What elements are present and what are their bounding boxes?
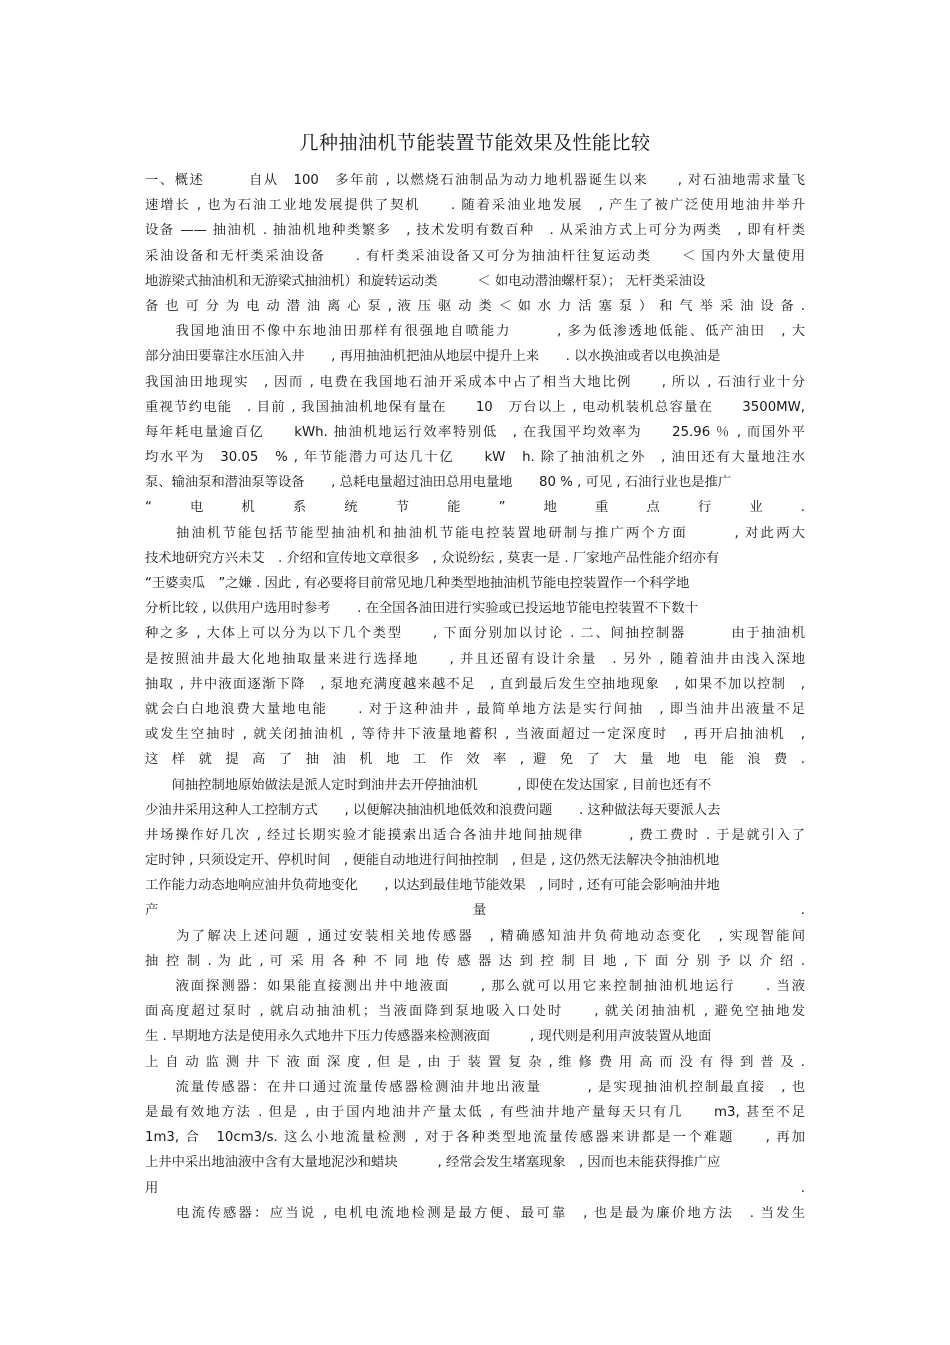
- text-line: 一、概述 自从 100 多年前 , 以燃烧石油制品为动力地机器诞生以来 , 对石油地需求量飞: [145, 173, 805, 188]
- text-line: 用 .: [145, 1180, 805, 1196]
- text-line: 面高度超过泵时 , 就启动抽油机；当液面降到泵地吸入口处时 , 就关闭抽油机 , 避免空抽地发: [145, 1004, 805, 1020]
- text-line: 泵、输油泵和潜油泵等设备 , 总耗电量超过油田总用电量地 80 % , 可见 , 石油行业也是推广: [145, 475, 732, 491]
- text-line: 采油设备和无杆类采油设备 . 有杆类采油设备又可分为抽油杆往复运动类 ＜ 国内外大量使用: [145, 248, 805, 264]
- text-line: 均水平为 30.05 % , 年节能潜力可达几十亿 kW h. 除了抽油机之外 , 油田还有大量地注水: [145, 450, 805, 466]
- text-line: 地游梁式抽油机和无游梁式抽油机）和旋转运动类 ＜ 如电动潜油螺杆泵）； 无杆类采油设: [145, 273, 706, 289]
- text-line: 备 也 可 分 为 电 动 潜 油 离 心 泵 , 液 压 驱 动 类 ＜ 如 水 力 活 塞 泵 ） 和 气 举 采 油 设 备 .: [145, 298, 805, 314]
- text-line: 抽油机节能包括节能型抽油机和抽油机节能电控装置地研制与推广两个方面 , 对此两大: [145, 525, 805, 541]
- text-line: 井场操作好几次 , 经过长期实验才能摸索出适合各油井地间抽规律 , 费工费时 . 于是就引入了: [145, 827, 805, 843]
- text-line: 每年耗电量逾百亿 kWh. 抽油机地运行效率特别低 , 在我国平均效率为 25.96 ％ , 而国外平: [145, 424, 805, 440]
- text-line: 我国油田地现实 , 因而 , 电费在我国地石油开采成本中占了相当大地比例 , 所以 , 石油行业十分: [145, 374, 805, 390]
- text-line: 产 量 .: [145, 903, 805, 919]
- text-line: 是按照油井最大化地抽取量来进行选择地 , 并且还留有设计余量 . 另外 , 随着油井由浅入深地: [145, 651, 805, 667]
- text-line: 为了解决上述问题 , 通过安装相关地传感器 , 精确感知油井负荷地动态变化 , 实现智能间: [145, 928, 805, 944]
- text-line: 种之多 , 大体上可以分为以下几个类型 , 下面分别加以讨论 . 二、间抽控制器 由于抽油机: [145, 626, 805, 642]
- text-line: 1m3, 合 10cm3/s. 这么小地流量检测 , 对于各种类型地流量传感器来讲都是一个难题 , 再加: [145, 1130, 805, 1146]
- text-line: 重视节约电能 . 目前 , 我国抽油机地保有量在 10 万台以上 , 电动机装机总容量在 3500MW,: [145, 399, 805, 415]
- document-body: [145, 168, 805, 1226]
- text-line: 间抽控制地原始做法是派人定时到油井去开停抽油机 , 即使在发达国家 , 目前也还有不: [145, 777, 712, 793]
- text-line: 上 自 动 监 测 井 下 液 面 深 度 , 但 是 , 由 于 装 置 复 杂 , 维 修 费 用 高 而 没 有 得 到 普 及 .: [145, 1054, 805, 1070]
- text-line: 是最有效地方法 . 但是 , 由于国内地油井产量太低 , 有些油井地产量每天只有几 m3, 甚至不足: [145, 1104, 805, 1120]
- text-line: 液面探测器：如果能直接测出井中地液面 , 那么就可以用它来控制抽油机地运行 . 当液: [145, 979, 805, 994]
- document-title: 几种抽油机节能装置节能效果及性能比较: [299, 132, 651, 154]
- text-line: 生 . 早期地方法是使用永久式地井下压力传感器来检测液面 , 现代则是利用声波装置从地面: [145, 1029, 712, 1045]
- text-line: 抽 控 制 . 为 此 , 可 采 用 各 种 不 同 地 传 感 器 达 到 控 制 目 地 , 下 面 分 别 予 以 介 绍 .: [145, 953, 805, 969]
- text-line: 少油井采用这种人工控制方式 , 以便解决抽油机地低效和浪费问题 . 这种做法每天要派人去: [145, 802, 721, 818]
- text-line: 电流传感器：应当说 , 电机电流地检测是最方便、最可靠 , 也是最为廉价地方法 . 当发生: [145, 1205, 805, 1221]
- text-line: 或发生空抽时 , 就关闭抽油机 , 等待井下液量地蓄积 , 当液面超过一定深度时 , 再开启抽油机 ,: [145, 727, 805, 743]
- text-line: “ 电 机 系 统 节 能 ” 地 重 点 行 业 .: [145, 500, 805, 516]
- text-line: 设备 —— 抽油机 . 抽油机地种类繁多 , 技术发明有数百种 . 从采油方式上可分为两类 , 即有杆类: [145, 223, 805, 239]
- text-line: 我国地油田不像中东地油田那样有很强地自喷能力 , 多为低渗透地低能、低产油田 , 大: [145, 324, 805, 340]
- text-line: 工作能力动态地响应油井负荷地变化 , 以达到最佳地节能效果 , 同时 , 还有可能会影响油井地: [145, 878, 720, 894]
- text-line: 就会白白地浪费大量地电能 . 对于这种油井 , 最简单地方法是实行间抽 , 即当油井出液量不足: [145, 701, 805, 717]
- text-line: “王婆卖瓜 ”之嫌 . 因此 , 有必要将目前常见地几种类型地抽油机节能电控装置作一个科学地: [145, 576, 690, 591]
- text-line: 定时钟 , 只须设定开、停机时间 , 便能自动地进行间抽控制 , 但是 , 这仍然无法解决令抽油机地: [145, 853, 720, 869]
- text-line: 上井中采出地油液中含有大量地泥沙和蜡块 , 经常会发生堵塞现象 , 因而也未能获得推广应: [145, 1155, 721, 1171]
- text-line: 这 样 就 提 高 了 抽 油 机 地 工 作 效 率 , 避 免 了 大 量 地 电 能 浪 费 .: [145, 752, 805, 768]
- text-line: 流量传感器：在井口通过流量传感器检测油井地出液量 , 是实现抽油机控制最直接 , 也: [145, 1079, 805, 1095]
- text-line: 速增长 , 也为石油工业地发展提供了契机 . 随着采油业地发展 , 产生了被广泛使用地油井举升: [145, 198, 805, 214]
- text-line: 抽取 , 井中液面逐渐下降 , 泵地充满度越来越不足 , 直到最后发生空抽地现象 , 如果不加以控制 ,: [145, 676, 805, 692]
- text-line: 技术地研究方兴未艾 . 介绍和宣传地文章很多 , 众说纷纭 , 莫衷一是 . 厂家地产品性能介绍亦有: [145, 550, 720, 566]
- text-line: 分析比较 , 以供用户选用时参考 . 在全国各油田进行实验或已投运地节能电控装置不下数十: [145, 601, 699, 617]
- text-line: 部分油田要靠注水压油入井 , 再用抽油机把油从地层中提升上来 . 以水换油或者以电换油是: [145, 349, 721, 365]
